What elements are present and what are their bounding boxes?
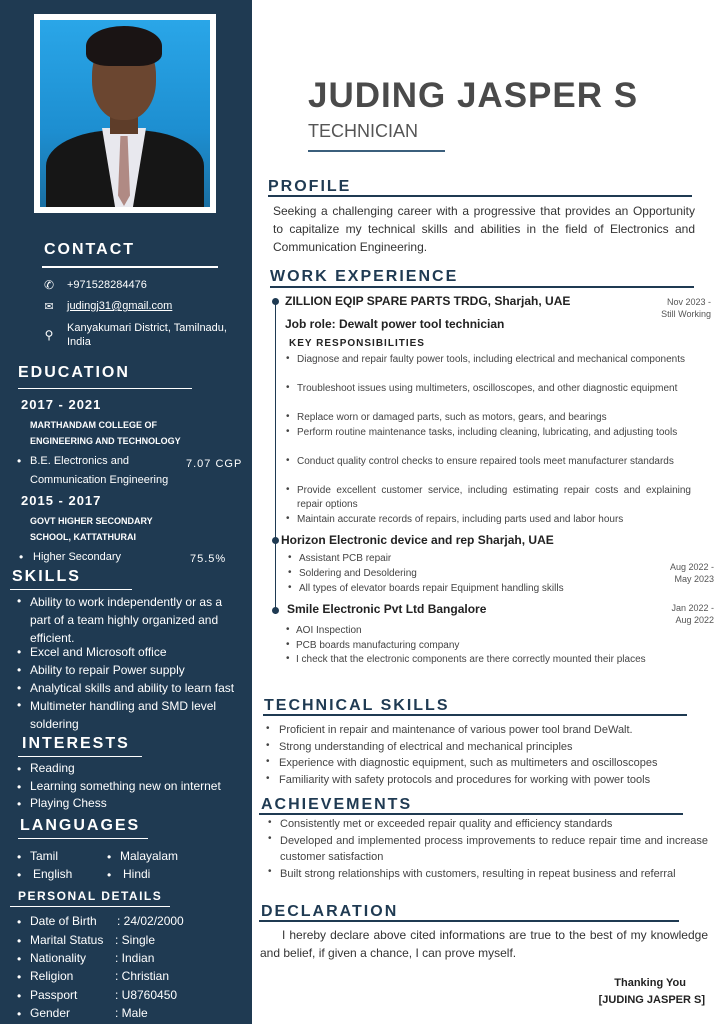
achievements-rule <box>259 813 683 815</box>
personal-label: Nationality <box>30 951 87 965</box>
skill-item: Analytical skills and ability to learn fast <box>30 681 235 695</box>
education-years-2: 2015 - 2017 <box>21 493 102 508</box>
declaration-rule <box>259 920 679 922</box>
contact-address: Kanyakumari District, Tamilnadu, India <box>67 322 227 348</box>
declaration-heading: DECLARATION <box>261 903 399 920</box>
closing-signature: [JUDING JASPER S] <box>598 994 705 1006</box>
phone-icon: ✆ <box>43 278 55 292</box>
language-item: Tamil <box>30 849 59 863</box>
technical-item: Familiarity with safety protocols and procedures for working with power tools <box>279 774 651 786</box>
personal-label: Marital Status <box>30 933 104 947</box>
contact-rule <box>42 266 218 268</box>
interests-heading: INTERESTS <box>22 735 130 752</box>
education-heading: EDUCATION <box>18 364 130 381</box>
responsibility-item: Troubleshoot issues using multimeters, oscilloscopes, and other diagnostic equipment <box>297 383 678 394</box>
skills-rule <box>10 589 132 590</box>
interest-item: Playing Chess <box>30 796 107 810</box>
responsibility-item: Conduct quality control checks to ensure repaired tools meet manufacturer standards <box>297 456 674 467</box>
personal-label: Passport <box>30 988 78 1002</box>
responsibilities-heading: KEY RESPONSIBILITIES <box>289 338 425 349</box>
interest-item: Learning something new on internet <box>30 779 221 793</box>
responsibility-item: Diagnose and repair faulty power tools, including electrical and mechanical components <box>297 354 685 365</box>
language-item: Hindi <box>123 867 151 881</box>
profile-photo <box>40 20 210 207</box>
education-degree-2: Higher Secondary <box>33 551 122 563</box>
skills-heading: SKILLS <box>12 568 81 585</box>
declaration-text: I hereby declare above cited informations are true to the best of my knowledge and belief, if given a chance, I can prove myself. <box>260 928 708 960</box>
job-company-3: Smile Electronic Pvt Ltd Bangalore <box>287 602 487 616</box>
job-role-1: Job role: Dewalt power tool technician <box>285 317 505 331</box>
profile-photo-frame <box>34 14 216 213</box>
job-company-1: ZILLION EQIP SPARE PARTS TRDG, Sharjah, UAE <box>285 294 571 308</box>
education-years-1: 2017 - 2021 <box>21 397 102 412</box>
technical-item: Proficient in repair and maintenance of various power tool brand DeWalt. <box>279 724 633 736</box>
job-company-2: Horizon Electronic device and rep Sharjah, UAE <box>281 533 554 547</box>
profile-text: Seeking a challenging career with a progressive that provides an Opportunity to capitalize my technical skills and abilities in the field of Electronics and Communication Engineering. <box>273 204 695 254</box>
work-rule <box>270 286 694 288</box>
language-item: English <box>33 867 73 881</box>
achievements-heading: ACHIEVEMENTS <box>261 796 413 813</box>
candidate-name: JUDING JASPER S <box>308 76 639 115</box>
personal-value: : Christian <box>115 969 170 983</box>
timeline-dot <box>272 537 279 544</box>
timeline-line <box>275 302 276 614</box>
personal-heading: PERSONAL DETAILS <box>18 889 163 903</box>
personal-value: : 24/02/2000 <box>117 914 184 928</box>
languages-heading: LANGUAGES <box>20 817 141 834</box>
job-duty-item: Soldering and Desoldering <box>299 568 417 579</box>
responsibility-item: Provide excellent customer service, including estimating repair costs and explaining repair options <box>297 485 691 510</box>
contact-email[interactable]: judingj31@gmail.com <box>67 300 173 312</box>
personal-label: Date of Birth <box>30 914 97 928</box>
candidate-role: TECHNICIAN <box>308 121 419 141</box>
skill-item: Multimeter handling and SMD level soldering <box>30 699 217 731</box>
skill-item: Excel and Microsoft office <box>30 645 167 659</box>
personal-value: : Indian <box>115 951 155 965</box>
personal-label: Religion <box>30 969 74 983</box>
technical-heading: TECHNICAL SKILLS <box>264 697 450 714</box>
job-duty-item: All types of elevator boards repair Equipment handling skills <box>299 583 564 594</box>
education-degree-1: B.E. Electronics and Communication Engineering <box>30 455 169 486</box>
work-heading: WORK EXPERIENCE <box>270 268 459 285</box>
responsibility-item: Perform routine maintenance tasks, including cleaning, lubricating, and adjusting tools <box>297 427 678 438</box>
education-score-2: 75.5% <box>190 553 227 565</box>
responsibility-item: Maintain accurate records of repairs, including parts used and labor hours <box>297 514 624 525</box>
job-dates-3: Jan 2022 - Aug 2022 <box>671 603 714 625</box>
achievement-item: Built strong relationships with customers, resulting in repeat business and referral <box>280 868 676 880</box>
interest-item: Reading <box>30 761 75 775</box>
achievement-item: Developed and implemented process improvements to reduce repair time and increase customer satisfaction <box>280 835 708 863</box>
job-duty-item: Assistant PCB repair <box>299 553 392 564</box>
mail-icon: ✉ <box>44 301 54 313</box>
profile-heading: PROFILE <box>268 178 352 195</box>
contact-phone[interactable]: +971528284476 <box>67 279 147 291</box>
personal-value: : U8760450 <box>115 988 178 1002</box>
personal-value: : Single <box>115 933 156 947</box>
responsibility-item: Replace worn or damaged parts, such as motors, gears, and bearings <box>297 412 607 423</box>
job-duty-item: I check that the electronic components are there correctly mounted their places <box>296 654 646 665</box>
education-school-1: MARTHANDAM COLLEGE OF ENGINEERING AND TECHNOLOGY <box>30 420 181 446</box>
technical-item: Strong understanding of electrical and mechanical principles <box>279 741 573 753</box>
job-dates-1: Nov 2023 - Still Working <box>661 297 711 319</box>
timeline-dot <box>272 298 279 305</box>
education-school-2: GOVT HIGHER SECONDARY SCHOOL, KATTATHURAI <box>30 516 153 542</box>
languages-rule <box>18 838 148 839</box>
profile-rule <box>268 195 692 197</box>
education-rule <box>18 388 192 389</box>
skill-item: Ability to work independently or as a part of a team highly organized and efficient. <box>30 595 223 645</box>
language-item: Malayalam <box>120 849 179 863</box>
education-score-1: 7.07 CGP <box>186 458 243 470</box>
technical-item: Experience with diagnostic equipment, such as multimeters and oscilloscopes <box>279 757 658 769</box>
location-pin-icon: ⚲ <box>44 328 54 342</box>
interests-rule <box>18 756 142 757</box>
job-dates-2: Aug 2022 - May 2023 <box>669 562 714 584</box>
job-duty-item: PCB boards manufacturing company <box>296 640 460 651</box>
timeline-dot <box>272 607 279 614</box>
personal-label: Gender <box>30 1006 71 1020</box>
title-rule <box>308 150 445 152</box>
closing-thanks: Thanking You <box>614 977 686 989</box>
personal-value: : Male <box>115 1006 148 1020</box>
sidebar: CONTACT ✆ +971528284476 ✉ judingj31@gmail.com ⚲ Kanyakumari District, Tamilnadu, India EDUCATION 2017 - 2021 MARTHANDAM COLLEGE OF ENGINEERING AND TECHNOLOGY • B.E. Electronics and Communication Engineering 7.07 CGP 2015 - 2017 GOVT HIGHER SECONDARY SCHOOL, KATTATHURAI • Higher Secondary 75.5% SKILLS • Ability to work independently or as a part of a team highly organized and efficient. • Excel and Microsoft office • Ability to repair Power supply • Analytical skills and ability to learn fast • Multimeter handling and SMD level soldering INTERESTS • Reading • Learning something new on internet • Playing Chess LANGUAGES • Tamil • Malayalam • English • Hindi PERSONAL DETAILS • Date of Birth : 24/02/2000 • Marital Status : Single • Nationality : Indian • Religion : Christian • Passport : U8760450 • Gender : Male <box>0 0 252 1024</box>
skill-item: Ability to repair Power supply <box>30 663 185 677</box>
achievement-item: Consistently met or exceeded repair quality and efficiency standards <box>280 818 613 830</box>
job-duty-item: AOI Inspection <box>296 625 362 636</box>
technical-rule <box>263 714 687 716</box>
personal-rule <box>10 906 170 907</box>
contact-heading: CONTACT <box>44 241 136 258</box>
